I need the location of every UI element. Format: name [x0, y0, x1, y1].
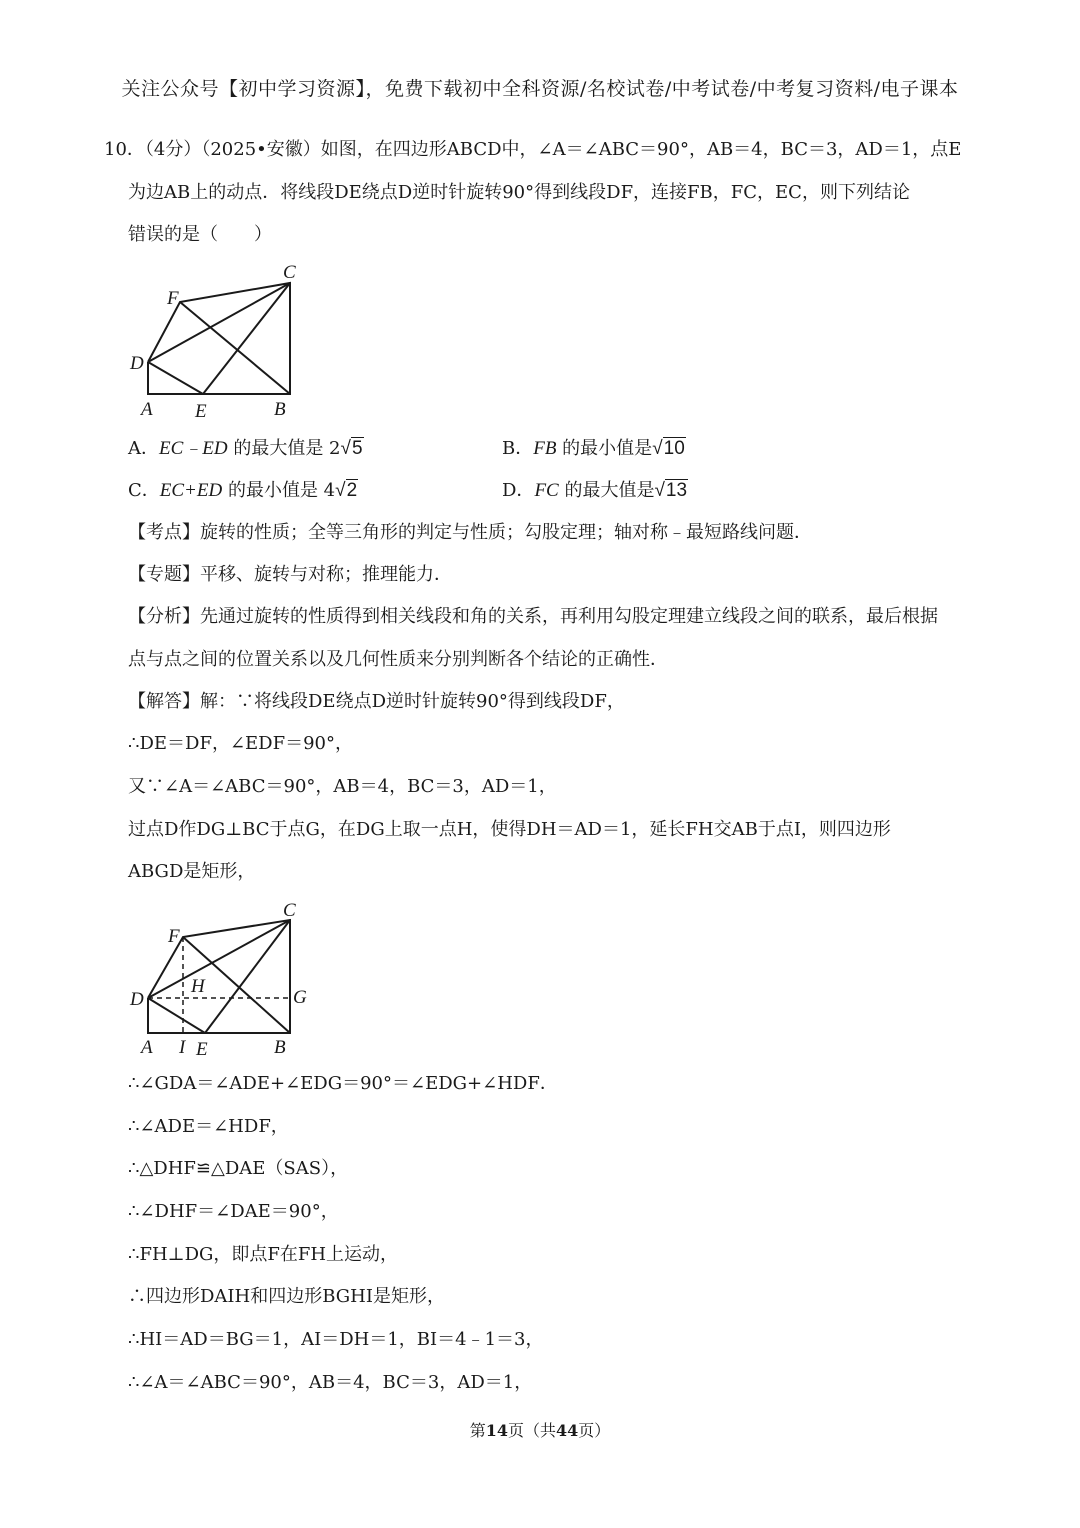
option-c-sqrt: √2 — [335, 480, 358, 501]
option-d-text: 的最大值是 — [558, 480, 655, 501]
question-line-3: 错误的是（ ） — [128, 224, 272, 245]
solution-line-10: ∴四边形DAIH和四边形BGHI是矩形， — [128, 1286, 445, 1307]
solution-line-4: ABGD是矩形， — [128, 861, 256, 882]
option-a-prefix: A． — [128, 438, 159, 459]
question-text-1: 如图，在四边形ABCD中，∠A＝∠ABC＝90°，AB＝4，BC＝3，AD＝1，点E — [320, 139, 962, 160]
fenxi-line-1: 【分析】先通过旋转的性质得到相关线段和角的关系，再利用勾股定理建立线段之间的联系，最后根据 — [128, 606, 938, 627]
fig1-label-d: D — [130, 353, 144, 374]
footer-total-pages: 44 — [556, 1421, 579, 1440]
solution-line-6: ∴∠ADE＝∠HDF， — [128, 1116, 289, 1137]
solution-line-12: ∴∠A＝∠ABC＝90°，AB＝4，BC＝3，AD＝1， — [128, 1372, 533, 1393]
option-d-expr: FC — [534, 480, 559, 501]
solution-line-8: ∴∠DHF＝∠DAE＝90°， — [128, 1201, 339, 1222]
option-b-sqrt: √10 — [652, 438, 685, 459]
option-c — [128, 479, 358, 503]
question-line-1 — [104, 138, 961, 162]
solution-line-11: ∴HI＝AD＝BG＝1，AI＝DH＝1，BI＝4﹣1＝3， — [128, 1329, 544, 1350]
solution-line-2: 又∵∠A＝∠ABC＝90°，AB＝4，BC＝3，AD＝1， — [128, 776, 557, 797]
fig2-label-a: A — [141, 1037, 153, 1058]
fig2-label-h: H — [191, 976, 205, 997]
page-header: 关注公众号【初中学习资源】，免费下载初中全科资源/名校试卷/中考试卷/中考复习资料/电子课本 — [121, 78, 959, 100]
fig1-line-de — [148, 362, 203, 394]
fig2-label-c: C — [283, 900, 296, 921]
fig2-label-i: I — [179, 1037, 186, 1058]
solution-line-7: ∴△DHF≌△DAE（SAS）， — [128, 1158, 349, 1179]
figure-1 — [125, 258, 310, 423]
option-d-prefix: D． — [502, 480, 535, 501]
solution-line-3: 过点D作DG⊥BC于点G，在DG上取一点H，使得DH＝AD＝1，延长FH交AB于点I，则四边形 — [128, 819, 891, 840]
option-b-prefix: B． — [502, 438, 534, 459]
page-footer — [0, 1418, 1080, 1441]
option-b-radicand: 10 — [663, 438, 685, 459]
footer-pre: 第 — [469, 1421, 486, 1440]
fig2-line-ec — [205, 920, 290, 1033]
zhuanti-line: 【专题】平移、旋转与对称；推理能力． — [128, 564, 452, 585]
solution-line-1: ∴DE＝DF，∠EDF＝90°， — [128, 733, 353, 754]
option-c-text: 的最小值是 4 — [222, 480, 336, 501]
fig2-label-d: D — [130, 989, 144, 1010]
option-c-radicand: 2 — [346, 480, 358, 501]
fig2-label-f: F — [168, 926, 180, 947]
option-b-expr: FB — [533, 438, 557, 459]
footer-mid: 页（共 — [507, 1421, 556, 1440]
footer-post: 页） — [578, 1421, 611, 1440]
fig2-label-b: B — [274, 1037, 286, 1058]
option-b-text: 的最小值是 — [556, 438, 653, 459]
fig2-line-de — [148, 998, 205, 1033]
option-d-sqrt: √13 — [654, 480, 688, 501]
footer-page-number: 14 — [485, 1421, 508, 1440]
option-c-expr: EC+ED — [159, 480, 223, 501]
figure-2 — [125, 895, 325, 1060]
fig1-line-fb — [180, 302, 290, 394]
fig1-label-b: B — [274, 399, 286, 420]
fig1-label-f: F — [167, 288, 179, 309]
option-c-prefix: C． — [128, 480, 160, 501]
fig1-line-ec — [203, 283, 290, 394]
solution-line-9: ∴FH⊥DG，即点F在FH上运动， — [128, 1244, 399, 1265]
option-d-radicand: 13 — [665, 480, 688, 501]
fig2-label-g: G — [293, 987, 307, 1008]
solution-line-5: ∴∠GDA＝∠ADE+∠EDG＝90°＝∠EDG+∠HDF． — [128, 1073, 558, 1094]
option-b — [502, 437, 686, 461]
question-line-2: 为边AB上的动点．将线段DE绕点D逆时针旋转90°得到线段DF，连接FB，FC，EC，则下列结论 — [128, 182, 910, 203]
question-number: 10． — [104, 139, 145, 160]
option-a-expr: EC﹣ED — [159, 438, 228, 459]
fig1-label-a: A — [141, 399, 153, 420]
option-a-text: 的最大值是 2 — [227, 438, 341, 459]
fenxi-line-2: 点与点之间的位置关系以及几何性质来分别判断各个结论的正确性． — [128, 649, 668, 670]
option-a-sqrt: √5 — [340, 438, 363, 459]
jieda-line: 【解答】解：∵将线段DE绕点D逆时针旋转90°得到线段DF， — [128, 691, 625, 712]
fig1-label-c: C — [283, 262, 296, 283]
option-a-radicand: 5 — [351, 438, 363, 459]
question-meta: （4分）（2025•安徽） — [144, 139, 321, 160]
option-a — [128, 437, 364, 461]
fig1-label-e: E — [195, 401, 207, 422]
kaodian-line: 【考点】旋转的性质；全等三角形的判定与性质；勾股定理；轴对称﹣最短路线问题． — [128, 522, 812, 543]
fig2-label-e: E — [196, 1039, 208, 1060]
option-d — [502, 479, 688, 503]
